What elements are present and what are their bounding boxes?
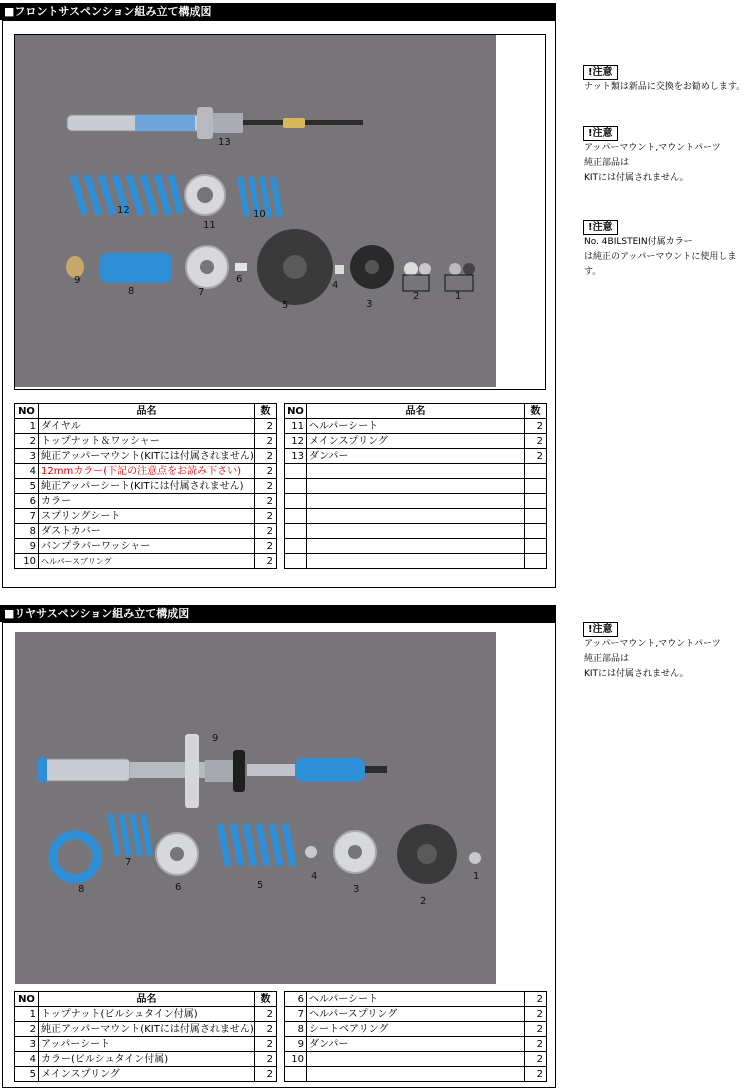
row-qty: 2 [255,1052,277,1067]
rear-section-header: ■リヤサスペンション組み立て構成図 [0,605,556,622]
col-qty-header: 数 [255,404,277,419]
table-row [15,419,277,434]
front-section-header: ■フロントサスペンション組み立て構成図 [0,3,556,20]
table-row [15,524,277,539]
table-row [285,524,547,539]
row-no [285,509,307,524]
note-tag-1: !注意 [583,65,618,80]
row-name: アッパーシート [39,1037,255,1052]
row-no [285,494,307,509]
row-name: トップナット(ビルシュタイン付属) [39,1007,255,1022]
row-qty: 2 [525,419,547,434]
rear-parts-table-left [14,991,277,1082]
table-row [15,1037,277,1052]
row-qty: 2 [525,1067,547,1082]
table-header-row [285,404,547,419]
row-qty: 2 [525,1022,547,1037]
callout-7: 7 [125,857,132,868]
row-name: ヘルパーシート [307,992,525,1007]
callout-6: 6 [236,274,243,285]
row-no [285,464,307,479]
row-qty: 2 [525,434,547,449]
table-row [285,464,547,479]
row-name [307,479,525,494]
row-no: 1 [15,1007,39,1022]
row-no: 9 [285,1037,307,1052]
table-row [285,539,547,554]
note-text-2: アッパーマウント,マウントパーツ 純正部品は KITには付属されません。 [584,143,721,183]
row-name: ヘルパーシート [307,419,525,434]
row-no: 10 [285,1052,307,1067]
callout-2: 2 [413,291,420,302]
table-row [15,509,277,524]
table-row [285,1067,547,1082]
row-no: 3 [15,1037,39,1052]
row-qty: 2 [255,464,277,479]
row-no: 11 [285,419,307,434]
row-no: 5 [15,1067,39,1082]
table-row [15,539,277,554]
row-qty: 2 [255,1022,277,1037]
row-qty: 2 [525,1037,547,1052]
table-row [15,1067,277,1082]
row-qty: 2 [525,992,547,1007]
table-row [285,992,547,1007]
table-row [15,479,277,494]
col-name-header: 品名 [39,992,255,1007]
table-row [285,479,547,494]
callout-4: 4 [311,871,318,882]
row-qty: 2 [255,539,277,554]
note-text-3: No. 4BILSTEIN付属カラー は純正のアッパーマウントに使用します。 [584,237,737,277]
table-row [15,554,277,569]
row-qty: 2 [255,494,277,509]
callout-5: 5 [257,880,264,891]
table-row [285,1007,547,1022]
col-qty-header: 数 [525,404,547,419]
note-text-rear: アッパーマウント,マウントパーツ 純正部品は KITには付属されません。 [584,639,721,679]
callout-4: 4 [332,280,339,291]
row-name [307,524,525,539]
callout-5: 5 [282,300,289,311]
row-qty: 2 [255,1067,277,1082]
table-row [285,419,547,434]
row-qty: 2 [255,524,277,539]
callout-2: 2 [420,896,427,907]
row-no [285,524,307,539]
row-name [307,539,525,554]
note-tag-2: !注意 [583,126,618,141]
row-no: 13 [285,449,307,464]
callout-8: 8 [128,286,135,297]
row-name: 純正アッパーマウント(KITには付属されません) [39,1022,255,1037]
row-qty: 2 [255,449,277,464]
row-name [307,509,525,524]
row-qty: 2 [255,509,277,524]
row-qty: 2 [525,449,547,464]
row-no: 9 [15,539,39,554]
row-name-warning: 12mmカラー(下記の注意点をお読み下さい) [39,464,255,479]
row-no: 6 [285,992,307,1007]
row-no: 6 [15,494,39,509]
callout-12: 12 [117,205,130,216]
row-no: 8 [285,1022,307,1037]
callout-9: 9 [74,275,81,286]
row-qty: 2 [525,1052,547,1067]
row-name: ダストカバー [39,524,255,539]
row-name [307,464,525,479]
row-name: ヘルパースプリング [39,554,255,569]
table-row [15,449,277,464]
row-name: ダンパー [307,1037,525,1052]
table-header-row [15,404,277,419]
row-no: 2 [15,434,39,449]
row-no: 7 [285,1007,307,1022]
note-text-1: ナット類は新品に交換をお勧めします。 [584,82,746,92]
table-row [285,449,547,464]
note-tag-rear: !注意 [583,622,618,637]
row-no: 4 [15,1052,39,1067]
row-name: メインスプリング [39,1067,255,1082]
table-row [285,1052,547,1067]
callout-9: 9 [212,733,219,744]
row-name: メインスプリング [307,434,525,449]
row-name [307,494,525,509]
row-name: カラー(ビルシュタイン付属) [39,1052,255,1067]
row-qty [525,494,547,509]
row-qty: 2 [255,419,277,434]
callout-1: 1 [455,291,462,302]
row-no: 8 [15,524,39,539]
callout-11: 11 [203,220,216,231]
table-row [285,1037,547,1052]
row-name: ダンパー [307,449,525,464]
rear-parts-photo [15,632,496,984]
row-qty: 2 [255,479,277,494]
table-row [15,464,277,479]
row-no: 10 [15,554,39,569]
row-no [285,479,307,494]
table-row [285,434,547,449]
table-row [15,494,277,509]
row-no: 3 [15,449,39,464]
callout-10: 10 [253,209,266,220]
row-no: 1 [15,419,39,434]
table-row [15,434,277,449]
row-qty [525,524,547,539]
row-name: バンプラバーワッシャー [39,539,255,554]
row-no [285,554,307,569]
row-qty [525,539,547,554]
rear-parts-table-right [284,991,547,1082]
table-row [15,1022,277,1037]
row-no: 2 [15,1022,39,1037]
row-qty: 2 [255,1007,277,1022]
row-name [307,554,525,569]
row-no [285,1067,307,1082]
table-row [15,1007,277,1022]
row-name: ヘルパースプリング [307,1007,525,1022]
row-qty: 2 [255,434,277,449]
row-qty [525,464,547,479]
table-header-row [15,992,277,1007]
callout-3: 3 [366,299,373,310]
row-no: 5 [15,479,39,494]
col-no-header: NO [15,404,39,419]
row-no [285,539,307,554]
col-qty-header: 数 [255,992,277,1007]
row-no: 7 [15,509,39,524]
front-parts-table-right [284,403,547,569]
row-name: ダイヤル [39,419,255,434]
callout-8: 8 [78,884,85,895]
table-row [285,554,547,569]
col-no-header: NO [15,992,39,1007]
table-row [15,1052,277,1067]
row-qty [525,554,547,569]
row-no: 4 [15,464,39,479]
row-name [307,1052,525,1067]
row-name: 純正アッパーシート(KITには付属されません) [39,479,255,494]
callout-6: 6 [175,882,182,893]
table-row [285,1022,547,1037]
col-name-header: 品名 [39,404,255,419]
row-qty: 2 [255,554,277,569]
table-row [285,494,547,509]
row-qty: 2 [525,1007,547,1022]
table-row [285,509,547,524]
row-name: 純正アッパーマウント(KITには付属されません) [39,449,255,464]
note-tag-3: !注意 [583,220,618,235]
row-name: シートベアリング [307,1022,525,1037]
callout-3: 3 [353,884,360,895]
col-name-header: 品名 [307,404,525,419]
callout-13: 13 [218,137,231,148]
row-qty: 2 [255,1037,277,1052]
row-name: トップナット＆ワッシャー [39,434,255,449]
col-no-header: NO [285,404,307,419]
row-name [307,1067,525,1082]
callout-7: 7 [198,287,205,298]
row-no: 12 [285,434,307,449]
callout-1: 1 [473,871,480,882]
row-name: スプリングシート [39,509,255,524]
row-qty [525,509,547,524]
row-qty [525,479,547,494]
front-parts-table-left [14,403,277,569]
row-name: カラー [39,494,255,509]
